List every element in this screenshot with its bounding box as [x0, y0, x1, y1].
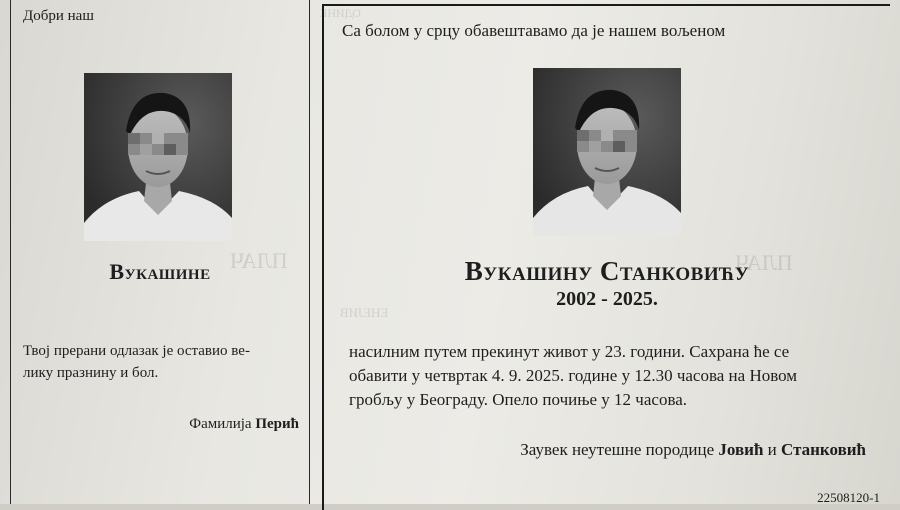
right-signature-family-1: Јовић	[718, 440, 764, 459]
portrait-image	[533, 68, 681, 236]
right-signature-family-2: Станковић	[781, 440, 866, 459]
right-deceased-name: Вукашину Станковићу	[464, 256, 750, 286]
left-signature	[189, 416, 299, 433]
left-signature-prefix: Фамилија	[189, 416, 252, 432]
ad-code: 22508120-1	[817, 490, 880, 505]
bleed-through-text: ОДИНЕ	[320, 6, 361, 20]
left-obituary-notice	[10, 0, 310, 504]
left-message-line-2: лику празнину и бол.	[23, 365, 159, 381]
right-obituary-notice	[322, 4, 890, 510]
bleed-through-text: ПЛАЧ	[230, 248, 288, 273]
right-portrait-photo	[533, 68, 681, 236]
right-signature-conjunction: и	[767, 440, 777, 459]
left-message-line-1: Твој прерани одлазак је оставио ве-	[23, 343, 250, 359]
right-years: 2002 - 2025.	[556, 288, 658, 310]
right-signature	[520, 440, 866, 460]
right-signature-prefix: Заувек неутешне породице	[520, 440, 715, 459]
left-signature-surname: Перић	[255, 416, 299, 432]
right-body-line-1: насилним путем прекинут живот у 23. години. Сахрана ће се	[349, 342, 790, 361]
bleed-through-text: ПЛАЧ	[735, 250, 793, 275]
left-header: Добри наш	[23, 8, 94, 24]
bleed-through-text: ЕНЕЈИВ	[340, 305, 389, 320]
left-portrait-photo	[84, 73, 232, 241]
right-header: Са болом у срцу обавештавамо да је нашем вољеном	[342, 21, 726, 40]
right-body-line-2: обавити у четвртак 4. 9. 2025. године у 12.30 часова на Новом	[349, 366, 798, 385]
right-body-line-3: гробљу у Београду. Опело почиње у 12 часова.	[349, 390, 688, 409]
left-deceased-name: Вукашине	[109, 259, 211, 284]
portrait-image	[84, 73, 232, 241]
